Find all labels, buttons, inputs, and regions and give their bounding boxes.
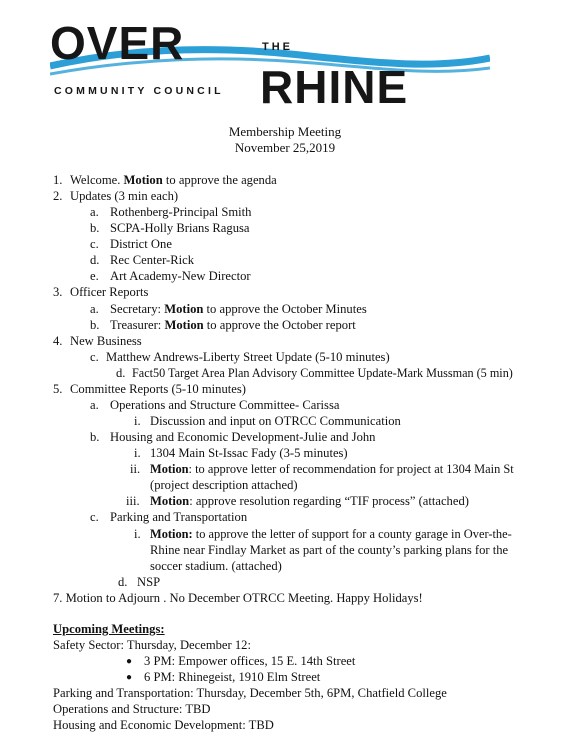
safety-sector-line: Safety Sector: Thursday, December 12:	[53, 638, 251, 652]
item-letter: d.	[90, 253, 100, 267]
item-roman: i.	[134, 527, 141, 541]
otr-community-council-logo	[50, 17, 490, 113]
bullet-item: 6 PM: Rhinegeist, 1910 Elm Street	[144, 670, 321, 684]
sub-sub-item: Motion: approve resolution regarding “TIF process” (attached)	[150, 494, 469, 508]
sub-sub-item: Discussion and input on OTRCC Communication	[150, 414, 401, 428]
item-letter: c.	[90, 510, 99, 524]
parking-meeting-line: Parking and Transportation: Thursday, December 5th, 6PM, Chatfield College	[53, 686, 447, 700]
item-number: 2.	[53, 189, 63, 203]
bullet-item: 3 PM: Empower offices, 15 E. 14th Street	[144, 654, 356, 668]
sub-sub-item: Motion: to approve letter of recommendation for project at 1304 Main St	[150, 462, 514, 476]
sub-item: Parking and Transportation	[110, 510, 248, 524]
logo-community-council: COMMUNITY COUNCIL	[54, 85, 224, 97]
meeting-title: Membership Meeting	[228, 124, 342, 139]
item-letter: b.	[90, 221, 100, 235]
logo-over: OVER	[50, 17, 185, 69]
item-letter: c.	[90, 237, 99, 251]
item-letter: c.	[90, 350, 99, 364]
agenda-item-updates: Updates (3 min each)	[70, 189, 179, 203]
agenda-item-adjourn: 7. Motion to Adjourn . No December OTRCC Meeting. Happy Holidays!	[53, 591, 423, 605]
item-roman: i.	[134, 446, 141, 460]
item-number: 5.	[53, 382, 63, 396]
item-roman: iii.	[126, 494, 140, 508]
item-number: 4.	[53, 334, 63, 348]
sub-item: Treasurer: Motion to approve the October report	[110, 318, 356, 332]
sub-item: Art Academy-New Director	[110, 269, 251, 283]
sub-sub-item-continued: Rhine near Findlay Market as part of the county’s parking plans for the	[150, 543, 509, 557]
sub-item: Fact50 Target Area Plan Advisory Committee Update-Mark Mussman (5 min)	[132, 366, 513, 380]
item-letter: d.	[116, 366, 126, 380]
sub-item: Rec Center-Rick	[110, 253, 195, 267]
sub-item: Housing and Economic Development-Julie and John	[110, 430, 376, 444]
item-roman: i.	[134, 414, 141, 428]
sub-sub-item: Motion: to approve the letter of support for a county garage in Over-the-	[150, 527, 512, 541]
sub-sub-item: 1304 Main St-Issac Fady (3-5 minutes)	[150, 446, 348, 460]
item-roman: ii.	[130, 462, 141, 476]
logo-the: THE	[262, 41, 293, 53]
item-number: 3.	[53, 285, 63, 299]
item-number: 1.	[53, 173, 63, 187]
sub-sub-item-continued: (project description attached)	[150, 478, 298, 492]
item-letter: b.	[90, 430, 100, 444]
item-letter: d.	[118, 575, 128, 589]
sub-item: Matthew Andrews-Liberty Street Update (5-10 minutes)	[106, 350, 390, 364]
agenda-item-new-business: New Business	[70, 334, 142, 348]
item-letter: a.	[90, 302, 99, 316]
agenda-item-committee-reports: Committee Reports (5-10 minutes)	[70, 382, 246, 396]
logo-rhine: RHINE	[260, 61, 409, 113]
agenda-item-officer-reports: Officer Reports	[70, 285, 149, 299]
ops-meeting-line: Operations and Structure: TBD	[53, 702, 211, 716]
sub-item: NSP	[137, 575, 161, 589]
sub-item: Rothenberg-Principal Smith	[110, 205, 252, 219]
sub-item: SCPA-Holly Brians Ragusa	[110, 221, 250, 235]
housing-meeting-line: Housing and Economic Development: TBD	[53, 718, 274, 732]
sub-item: District One	[110, 237, 172, 251]
agenda-item-welcome: Welcome. Motion to approve the agenda	[70, 173, 277, 187]
bullet-icon: ●	[126, 656, 133, 667]
item-letter: e.	[90, 269, 99, 283]
item-letter: a.	[90, 205, 99, 219]
item-letter: a.	[90, 398, 99, 412]
meeting-date: November 25,2019	[234, 140, 336, 155]
bullet-icon: ●	[126, 672, 133, 683]
item-letter: b.	[90, 318, 100, 332]
upcoming-title: Upcoming Meetings:	[53, 622, 165, 636]
sub-sub-item-continued: soccer stadium. (attached)	[150, 559, 282, 573]
sub-item: Secretary: Motion to approve the October Minutes	[110, 302, 367, 316]
sub-item: Operations and Structure Committee- Carissa	[110, 398, 340, 412]
